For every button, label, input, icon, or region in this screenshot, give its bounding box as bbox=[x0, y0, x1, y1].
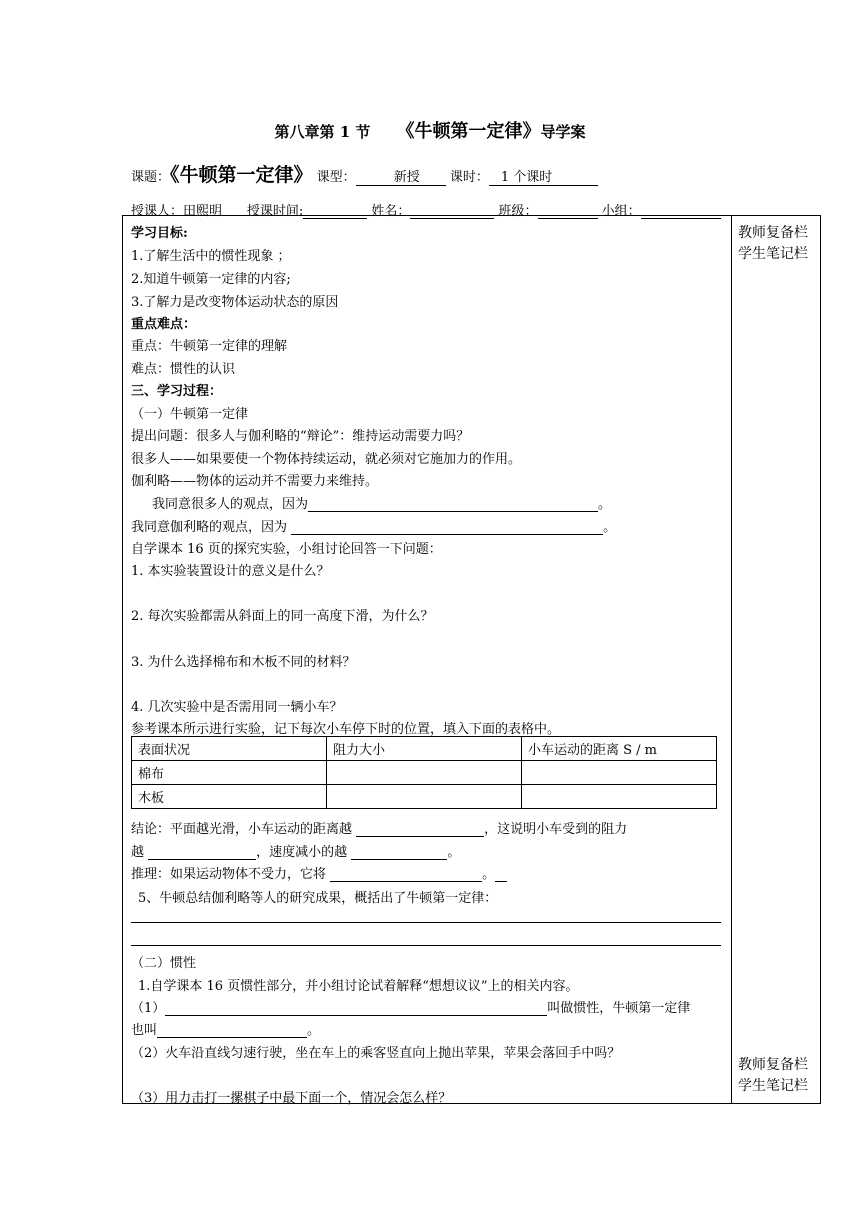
inertia-question-2: （2）火车沿直线匀速行驶，坐在车上的乘客竖直向上抛出苹果，苹果会落回手中吗？ bbox=[131, 1046, 621, 1061]
answer-blank[interactable] bbox=[291, 520, 603, 535]
table-header: 表面状况 bbox=[132, 737, 327, 761]
type-value: 新授 bbox=[356, 170, 446, 186]
conclusion-text: 结论：平面越光滑，小车运动的距离越 bbox=[131, 822, 353, 837]
question-5: 5、牛顿总结伽利略等人的研究成果，概括出了牛顿第一定律： bbox=[138, 891, 498, 906]
period-value: 1 个课时 bbox=[489, 170, 598, 186]
title-suffix: 导学案 bbox=[540, 123, 586, 141]
topic-label: 课题： bbox=[131, 170, 171, 185]
difficult-point: 难点：惯性的认识 bbox=[131, 362, 236, 377]
column-divider bbox=[731, 215, 732, 1104]
question-3: 3. 为什么选择棉布和木板不同的材料？ bbox=[131, 655, 356, 670]
question-1: 1. 本实验装置设计的意义是什么？ bbox=[131, 564, 330, 579]
answer-blank[interactable] bbox=[356, 822, 484, 837]
conclusion-text: ，速度减小的越 bbox=[256, 845, 348, 860]
process-heading: 三、学习过程： bbox=[131, 384, 223, 399]
teacher-notes-label: 教师复备栏 bbox=[738, 1057, 808, 1073]
view-many: 很多人——如果要使一个物体持续运动，就必须对它施加力的作用。 bbox=[131, 452, 522, 467]
answer-blank[interactable] bbox=[308, 497, 598, 512]
part2-heading: （二）惯性 bbox=[131, 956, 197, 971]
inertia-1-row bbox=[131, 997, 690, 1016]
teacher-label: 授课人：田熙明 bbox=[131, 204, 223, 219]
goal-item: 3.了解力是改变物体运动状态的原因 bbox=[131, 295, 339, 310]
table-header: 小车运动的距离 S / m bbox=[522, 737, 717, 761]
table-cell[interactable] bbox=[327, 785, 522, 809]
table-cell[interactable] bbox=[327, 761, 522, 785]
time-label: 授课时间: bbox=[246, 204, 304, 219]
inertia-text: 也叫 bbox=[131, 1023, 158, 1038]
goals-heading: 学习目标: bbox=[131, 226, 188, 241]
table-row bbox=[132, 785, 717, 809]
answer-blank bbox=[495, 867, 507, 882]
student-notes-label: 学生笔记栏 bbox=[738, 246, 808, 262]
answer-blank[interactable] bbox=[148, 845, 256, 860]
answer-line[interactable] bbox=[131, 922, 721, 923]
part1-heading: （一）牛顿第一定律 bbox=[131, 407, 249, 422]
agree-many-row bbox=[152, 493, 611, 512]
experiment-table bbox=[131, 736, 717, 809]
question-2: 2. 每次实验都需从斜面上的同一高度下滑，为什么？ bbox=[131, 609, 434, 624]
side-notes-bottom bbox=[738, 1055, 808, 1097]
answer-line[interactable] bbox=[131, 945, 721, 946]
table-intro: 参考课本所示进行实验，记下每次小车停下时的位置，填入下面的表格中。 bbox=[131, 722, 561, 737]
period: 。 bbox=[482, 867, 496, 882]
answer-blank[interactable] bbox=[351, 845, 447, 860]
side-notes-top bbox=[738, 223, 808, 265]
period: 。 bbox=[598, 497, 612, 512]
conclusion-row bbox=[131, 818, 627, 837]
agree-galileo-row bbox=[131, 516, 616, 535]
conclusion-row-2 bbox=[131, 841, 460, 860]
key-point: 重点：牛顿第一定律的理解 bbox=[131, 339, 288, 354]
page-title bbox=[0, 117, 860, 143]
inertia-1-cont bbox=[131, 1019, 320, 1038]
question-4: 4. 几次实验中是否需用同一辆小车？ bbox=[131, 700, 343, 715]
inference-row bbox=[131, 863, 507, 882]
table-cell: 木板 bbox=[132, 785, 327, 809]
table-row bbox=[132, 761, 717, 785]
table-header-row bbox=[132, 737, 717, 761]
inertia-question-3: （3）用力击打一摞棋子中最下面一个，情况会怎么样？ bbox=[131, 1091, 452, 1106]
item-number: （1） bbox=[131, 1001, 166, 1016]
conclusion-text: 越 bbox=[131, 845, 145, 860]
table-cell[interactable] bbox=[522, 761, 717, 785]
inference-text: 推理：如果运动物体不受力，它将 bbox=[131, 867, 327, 882]
period: 。 bbox=[307, 1023, 321, 1038]
answer-blank[interactable] bbox=[330, 867, 482, 882]
conclusion-text: ，这说明小车受到的阻力 bbox=[484, 822, 628, 837]
inertia-task: 1.自学课本 16 页惯性部分，并小组讨论试着解释“想想议议”上的相关内容。 bbox=[138, 979, 579, 994]
name-label: 姓名： bbox=[371, 204, 411, 219]
key-heading: 重点难点： bbox=[131, 317, 197, 332]
inertia-text: 叫做惯性，牛顿第一定律 bbox=[547, 1001, 691, 1016]
question-intro: 提出问题：很多人与伽利略的“辩论”：维持运动需要力吗？ bbox=[131, 429, 470, 444]
type-label: 课型： bbox=[316, 170, 356, 185]
topic-value: 《牛顿第一定律》 bbox=[170, 164, 313, 186]
goal-item: 2.知道牛顿第一定律的内容; bbox=[131, 272, 291, 287]
table-header: 阻力大小 bbox=[327, 737, 522, 761]
selfstudy: 自学课本 16 页的探究实验，小组讨论回答一下问题： bbox=[131, 542, 442, 557]
period-label: 课时： bbox=[449, 170, 489, 185]
agree-many: 我同意很多人的观点，因为 bbox=[152, 497, 309, 512]
topic-row bbox=[131, 160, 598, 187]
title-prefix: 第八章第 1 节 bbox=[274, 123, 371, 141]
period: 。 bbox=[447, 845, 461, 860]
student-notes-label: 学生笔记栏 bbox=[738, 1078, 808, 1094]
answer-blank[interactable] bbox=[157, 1023, 307, 1038]
table-cell: 棉布 bbox=[132, 761, 327, 785]
teacher-notes-label: 教师复备栏 bbox=[738, 225, 808, 241]
view-galileo: 伽利略——物体的运动并不需要力来维持。 bbox=[131, 474, 379, 489]
period: 。 bbox=[603, 520, 617, 535]
class-label: 班级： bbox=[498, 204, 538, 219]
agree-galileo: 我同意伽利略的观点，因为 bbox=[131, 520, 288, 535]
group-label: 小组： bbox=[601, 204, 641, 219]
title-main: 《牛顿第一定律》 bbox=[396, 121, 541, 142]
goal-item: 1.了解生活中的惯性现象 ； bbox=[131, 249, 291, 264]
table-cell[interactable] bbox=[522, 785, 717, 809]
answer-blank[interactable] bbox=[165, 1001, 547, 1016]
